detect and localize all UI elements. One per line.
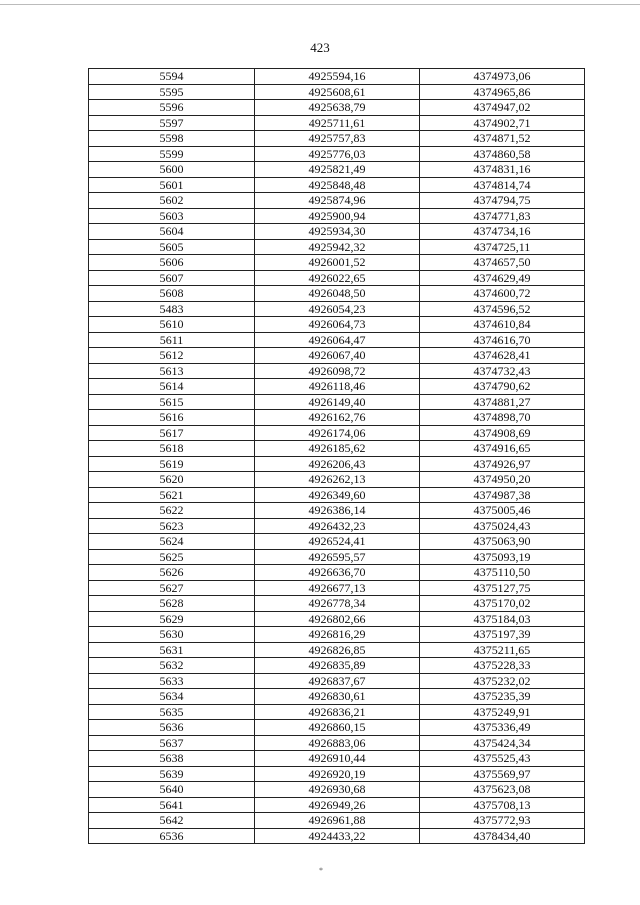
table-row [89,441,585,457]
table-row [89,255,585,271]
y-coordinate-cell: 4374965,86 [420,84,585,100]
point-number-cell: 5605 [89,239,255,255]
table-row [89,828,585,844]
table-row [89,69,585,85]
x-coordinate-cell: 4926920,19 [255,766,420,782]
point-number-cell: 5603 [89,208,255,224]
y-coordinate-cell: 4375063,90 [420,534,585,550]
table-row [89,286,585,302]
x-coordinate-cell: 4925594,16 [255,69,420,85]
y-coordinate-cell: 4375623,08 [420,782,585,798]
point-number-cell: 5608 [89,286,255,302]
point-number-cell: 5622 [89,503,255,519]
point-number-cell: 5614 [89,379,255,395]
coordinates-table [88,68,585,844]
x-coordinate-cell: 4926524,41 [255,534,420,550]
table-row [89,704,585,720]
table-row [89,534,585,550]
y-coordinate-cell: 4374596,52 [420,301,585,317]
x-coordinate-cell: 4926098,72 [255,363,420,379]
y-coordinate-cell: 4375336,49 [420,720,585,736]
y-coordinate-cell: 4375127,75 [420,580,585,596]
table-row [89,797,585,813]
y-coordinate-cell: 4374898,70 [420,410,585,426]
point-number-cell: 5618 [89,441,255,457]
table-row [89,131,585,147]
table-row [89,720,585,736]
table-row [89,472,585,488]
point-number-cell: 5635 [89,704,255,720]
point-number-cell: 5613 [89,363,255,379]
table-row [89,456,585,472]
x-coordinate-cell: 4926349,60 [255,487,420,503]
table-row [89,348,585,364]
x-coordinate-cell: 4925942,32 [255,239,420,255]
x-coordinate-cell: 4926802,66 [255,611,420,627]
table-row [89,689,585,705]
y-coordinate-cell: 4374794,75 [420,193,585,209]
x-coordinate-cell: 4925848,48 [255,177,420,193]
point-number-cell: 5626 [89,565,255,581]
point-number-cell: 5623 [89,518,255,534]
x-coordinate-cell: 4926174,06 [255,425,420,441]
y-coordinate-cell: 4374987,38 [420,487,585,503]
y-coordinate-cell: 4375708,13 [420,797,585,813]
table-row [89,239,585,255]
point-number-cell: 5633 [89,673,255,689]
x-coordinate-cell: 4926930,68 [255,782,420,798]
x-coordinate-cell: 4926185,62 [255,441,420,457]
table-row [89,487,585,503]
x-coordinate-cell: 4925934,30 [255,224,420,240]
point-number-cell: 5607 [89,270,255,286]
y-coordinate-cell: 4375110,50 [420,565,585,581]
y-coordinate-cell: 4375170,02 [420,596,585,612]
y-coordinate-cell: 4374881,27 [420,394,585,410]
y-coordinate-cell: 4374629,49 [420,270,585,286]
y-coordinate-cell: 4375235,39 [420,689,585,705]
y-coordinate-cell: 4375569,97 [420,766,585,782]
table-row [89,100,585,116]
x-coordinate-cell: 4926064,73 [255,317,420,333]
table-row [89,627,585,643]
x-coordinate-cell: 4926001,52 [255,255,420,271]
table-row [89,735,585,751]
table-row [89,177,585,193]
table-row [89,146,585,162]
y-coordinate-cell: 4375232,02 [420,673,585,689]
x-coordinate-cell: 4926595,57 [255,549,420,565]
table-row [89,518,585,534]
y-coordinate-cell: 4375211,65 [420,642,585,658]
x-coordinate-cell: 4926837,67 [255,673,420,689]
x-coordinate-cell: 4925821,49 [255,162,420,178]
x-coordinate-cell: 4925608,61 [255,84,420,100]
table-row [89,379,585,395]
y-coordinate-cell: 4374725,11 [420,239,585,255]
x-coordinate-cell: 4926048,50 [255,286,420,302]
y-coordinate-cell: 4375184,03 [420,611,585,627]
x-coordinate-cell: 4926836,21 [255,704,420,720]
x-coordinate-cell: 4926067,40 [255,348,420,364]
y-coordinate-cell: 4375424,34 [420,735,585,751]
x-coordinate-cell: 4926386,14 [255,503,420,519]
table-row [89,115,585,131]
point-number-cell: 5641 [89,797,255,813]
y-coordinate-cell: 4374926,97 [420,456,585,472]
y-coordinate-cell: 4374628,41 [420,348,585,364]
table-row [89,673,585,689]
table-row [89,208,585,224]
y-coordinate-cell: 4374831,16 [420,162,585,178]
y-coordinate-cell: 4374871,52 [420,131,585,147]
y-coordinate-cell: 4375228,33 [420,658,585,674]
point-number-cell: 5597 [89,115,255,131]
point-number-cell: 5638 [89,751,255,767]
table-row [89,317,585,333]
table-row [89,642,585,658]
x-coordinate-cell: 4926262,13 [255,472,420,488]
coordinates-table-body [89,69,585,844]
y-coordinate-cell: 4374790,62 [420,379,585,395]
table-row [89,270,585,286]
x-coordinate-cell: 4925711,61 [255,115,420,131]
table-row [89,782,585,798]
point-number-cell: 5483 [89,301,255,317]
point-number-cell: 5610 [89,317,255,333]
point-number-cell: 5619 [89,456,255,472]
table-row [89,394,585,410]
y-coordinate-cell: 4375249,91 [420,704,585,720]
y-coordinate-cell: 4374814,74 [420,177,585,193]
point-number-cell: 5631 [89,642,255,658]
point-number-cell: 6536 [89,828,255,844]
x-coordinate-cell: 4926162,76 [255,410,420,426]
point-number-cell: 5594 [89,69,255,85]
point-number-cell: 5627 [89,580,255,596]
y-coordinate-cell: 4374902,71 [420,115,585,131]
x-coordinate-cell: 4925757,83 [255,131,420,147]
x-coordinate-cell: 4926835,89 [255,658,420,674]
table-row [89,549,585,565]
point-number-cell: 5601 [89,177,255,193]
y-coordinate-cell: 4374657,50 [420,255,585,271]
x-coordinate-cell: 4925638,79 [255,100,420,116]
y-coordinate-cell: 4374950,20 [420,472,585,488]
table-row [89,224,585,240]
point-number-cell: 5606 [89,255,255,271]
point-number-cell: 5620 [89,472,255,488]
x-coordinate-cell: 4926677,13 [255,580,420,596]
table-row [89,162,585,178]
table-row [89,611,585,627]
x-coordinate-cell: 4926149,40 [255,394,420,410]
point-number-cell: 5625 [89,549,255,565]
point-number-cell: 5637 [89,735,255,751]
table-row [89,363,585,379]
x-coordinate-cell: 4926816,29 [255,627,420,643]
table-row [89,580,585,596]
point-number-cell: 5595 [89,84,255,100]
table-row [89,751,585,767]
y-coordinate-cell: 4375024,43 [420,518,585,534]
point-number-cell: 5615 [89,394,255,410]
x-coordinate-cell: 4926118,46 [255,379,420,395]
y-coordinate-cell: 4374947,02 [420,100,585,116]
x-coordinate-cell: 4926064,47 [255,332,420,348]
y-coordinate-cell: 4375005,46 [420,503,585,519]
y-coordinate-cell: 4374860,58 [420,146,585,162]
table-row [89,813,585,829]
point-number-cell: 5629 [89,611,255,627]
table-row [89,503,585,519]
y-coordinate-cell: 4375772,93 [420,813,585,829]
y-coordinate-cell: 4375197,39 [420,627,585,643]
x-coordinate-cell: 4926949,26 [255,797,420,813]
point-number-cell: 5598 [89,131,255,147]
point-number-cell: 5612 [89,348,255,364]
y-coordinate-cell: 4374908,69 [420,425,585,441]
point-number-cell: 5632 [89,658,255,674]
point-number-cell: 5616 [89,410,255,426]
x-coordinate-cell: 4926206,43 [255,456,420,472]
y-coordinate-cell: 4374600,72 [420,286,585,302]
point-number-cell: 5621 [89,487,255,503]
y-coordinate-cell: 4375093,19 [420,549,585,565]
y-coordinate-cell: 4375525,43 [420,751,585,767]
table-row [89,565,585,581]
point-number-cell: 5624 [89,534,255,550]
x-coordinate-cell: 4926778,34 [255,596,420,612]
y-coordinate-cell: 4374732,43 [420,363,585,379]
x-coordinate-cell: 4926636,70 [255,565,420,581]
x-coordinate-cell: 4926830,61 [255,689,420,705]
x-coordinate-cell: 4926826,85 [255,642,420,658]
y-coordinate-cell: 4374734,16 [420,224,585,240]
y-coordinate-cell: 4378434,40 [420,828,585,844]
point-number-cell: 5600 [89,162,255,178]
top-rule [0,4,640,5]
table-row [89,301,585,317]
point-number-cell: 5640 [89,782,255,798]
footer-mark: * [319,866,323,875]
point-number-cell: 5628 [89,596,255,612]
table-row [89,596,585,612]
x-coordinate-cell: 4925776,03 [255,146,420,162]
table-row [89,766,585,782]
x-coordinate-cell: 4924433,22 [255,828,420,844]
y-coordinate-cell: 4374771,83 [420,208,585,224]
x-coordinate-cell: 4926022,65 [255,270,420,286]
table-row [89,193,585,209]
point-number-cell: 5611 [89,332,255,348]
point-number-cell: 5630 [89,627,255,643]
y-coordinate-cell: 4374616,70 [420,332,585,348]
page-number: 423 [310,40,330,55]
point-number-cell: 5617 [89,425,255,441]
x-coordinate-cell: 4926910,44 [255,751,420,767]
y-coordinate-cell: 4374973,06 [420,69,585,85]
x-coordinate-cell: 4926432,23 [255,518,420,534]
point-number-cell: 5596 [89,100,255,116]
table-row [89,425,585,441]
point-number-cell: 5604 [89,224,255,240]
point-number-cell: 5634 [89,689,255,705]
point-number-cell: 5642 [89,813,255,829]
table-row [89,84,585,100]
x-coordinate-cell: 4925874,96 [255,193,420,209]
table-row [89,332,585,348]
table-row [89,658,585,674]
x-coordinate-cell: 4926961,88 [255,813,420,829]
x-coordinate-cell: 4926860,15 [255,720,420,736]
point-number-cell: 5639 [89,766,255,782]
point-number-cell: 5602 [89,193,255,209]
x-coordinate-cell: 4925900,94 [255,208,420,224]
y-coordinate-cell: 4374916,65 [420,441,585,457]
x-coordinate-cell: 4926883,06 [255,735,420,751]
point-number-cell: 5636 [89,720,255,736]
y-coordinate-cell: 4374610,84 [420,317,585,333]
table-row [89,410,585,426]
x-coordinate-cell: 4926054,23 [255,301,420,317]
point-number-cell: 5599 [89,146,255,162]
